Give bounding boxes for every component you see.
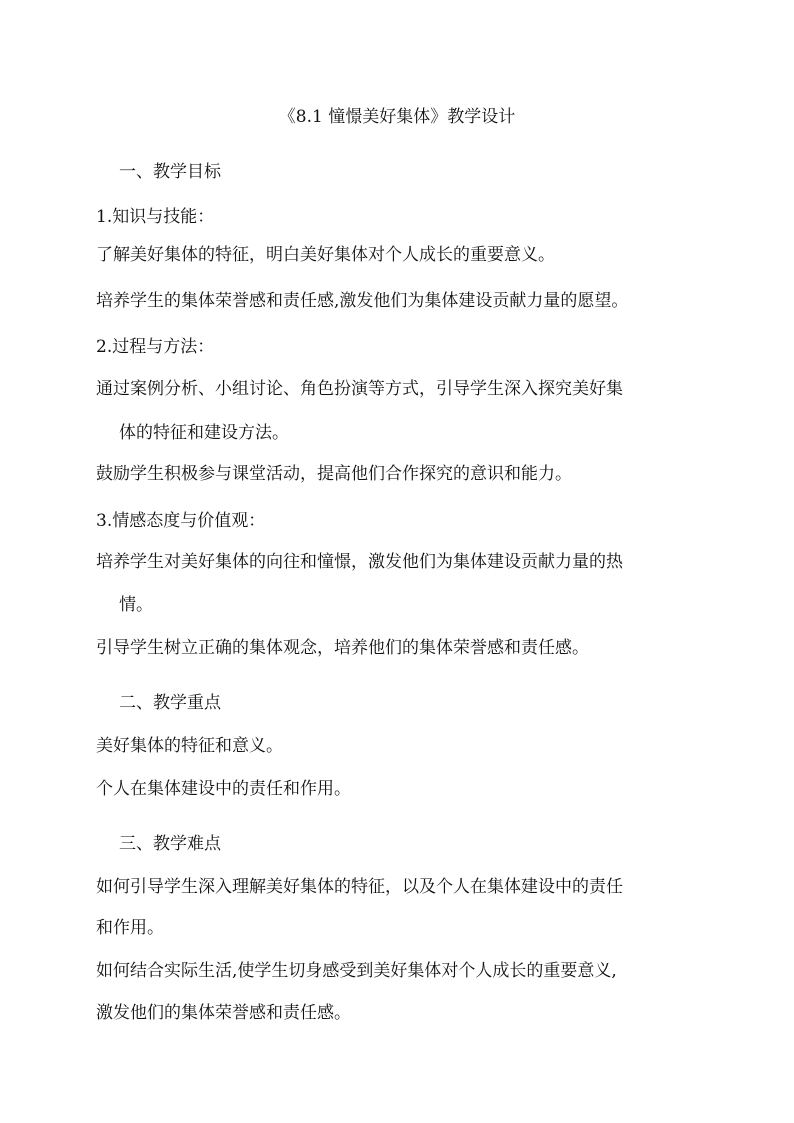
paragraph-process-2: 鼓励学生积极参与课堂活动，提高他们合作探究的意识和能力。 <box>96 464 572 484</box>
paragraph-key-points-1: 美好集体的特征和意义。 <box>96 736 283 756</box>
paragraph-attitude-1-line-2: 情。 <box>119 595 153 615</box>
paragraph-difficulties-2-line-2: 激发他们的集体荣誉感和责任感。 <box>96 1003 351 1023</box>
paragraph-difficulties-1-line-1: 如何引导学生深入理解美好集体的特征，以及个人在集体建设中的责任 <box>96 877 623 897</box>
paragraph-key-points-2: 个人在集体建设中的责任和作用。 <box>96 779 351 799</box>
paragraph-process-1-line-1: 通过案例分析、小组讨论、角色扮演等方式，引导学生深入探究美好集 <box>96 379 623 399</box>
section-heading-key-points: 二、教学重点 <box>119 693 221 713</box>
paragraph-knowledge-1: 了解美好集体的特征，明白美好集体对个人成长的重要意义。 <box>96 245 555 265</box>
paragraph-knowledge-2: 培养学生的集体荣誉感和责任感,激发他们为集体建设贡献力量的愿望。 <box>96 291 629 311</box>
paragraph-attitude-1-line-1: 培养学生对美好集体的向往和憧憬，激发他们为集体建设贡献力量的热 <box>96 552 623 572</box>
section-heading-objectives: 一、教学目标 <box>119 162 221 182</box>
section-heading-difficulties: 三、教学难点 <box>119 834 221 854</box>
paragraph-difficulties-1-line-2: 和作用。 <box>96 918 164 938</box>
paragraph-process-1-line-2: 体的特征和建设方法。 <box>119 423 289 443</box>
subheading-knowledge: 1.知识与技能： <box>96 207 215 227</box>
paragraph-attitude-2: 引导学生树立正确的集体观念，培养他们的集体荣誉感和责任感。 <box>96 638 589 658</box>
document-title: 《8.1 憧憬美好集体》教学设计 <box>278 107 516 127</box>
subheading-process: 2.过程与方法： <box>96 337 215 357</box>
subheading-attitude: 3.情感态度与价值观： <box>96 511 266 531</box>
paragraph-difficulties-2-line-1: 如何结合实际生活,使学生切身感受到美好集体对个人成长的重要意义, <box>96 961 617 981</box>
